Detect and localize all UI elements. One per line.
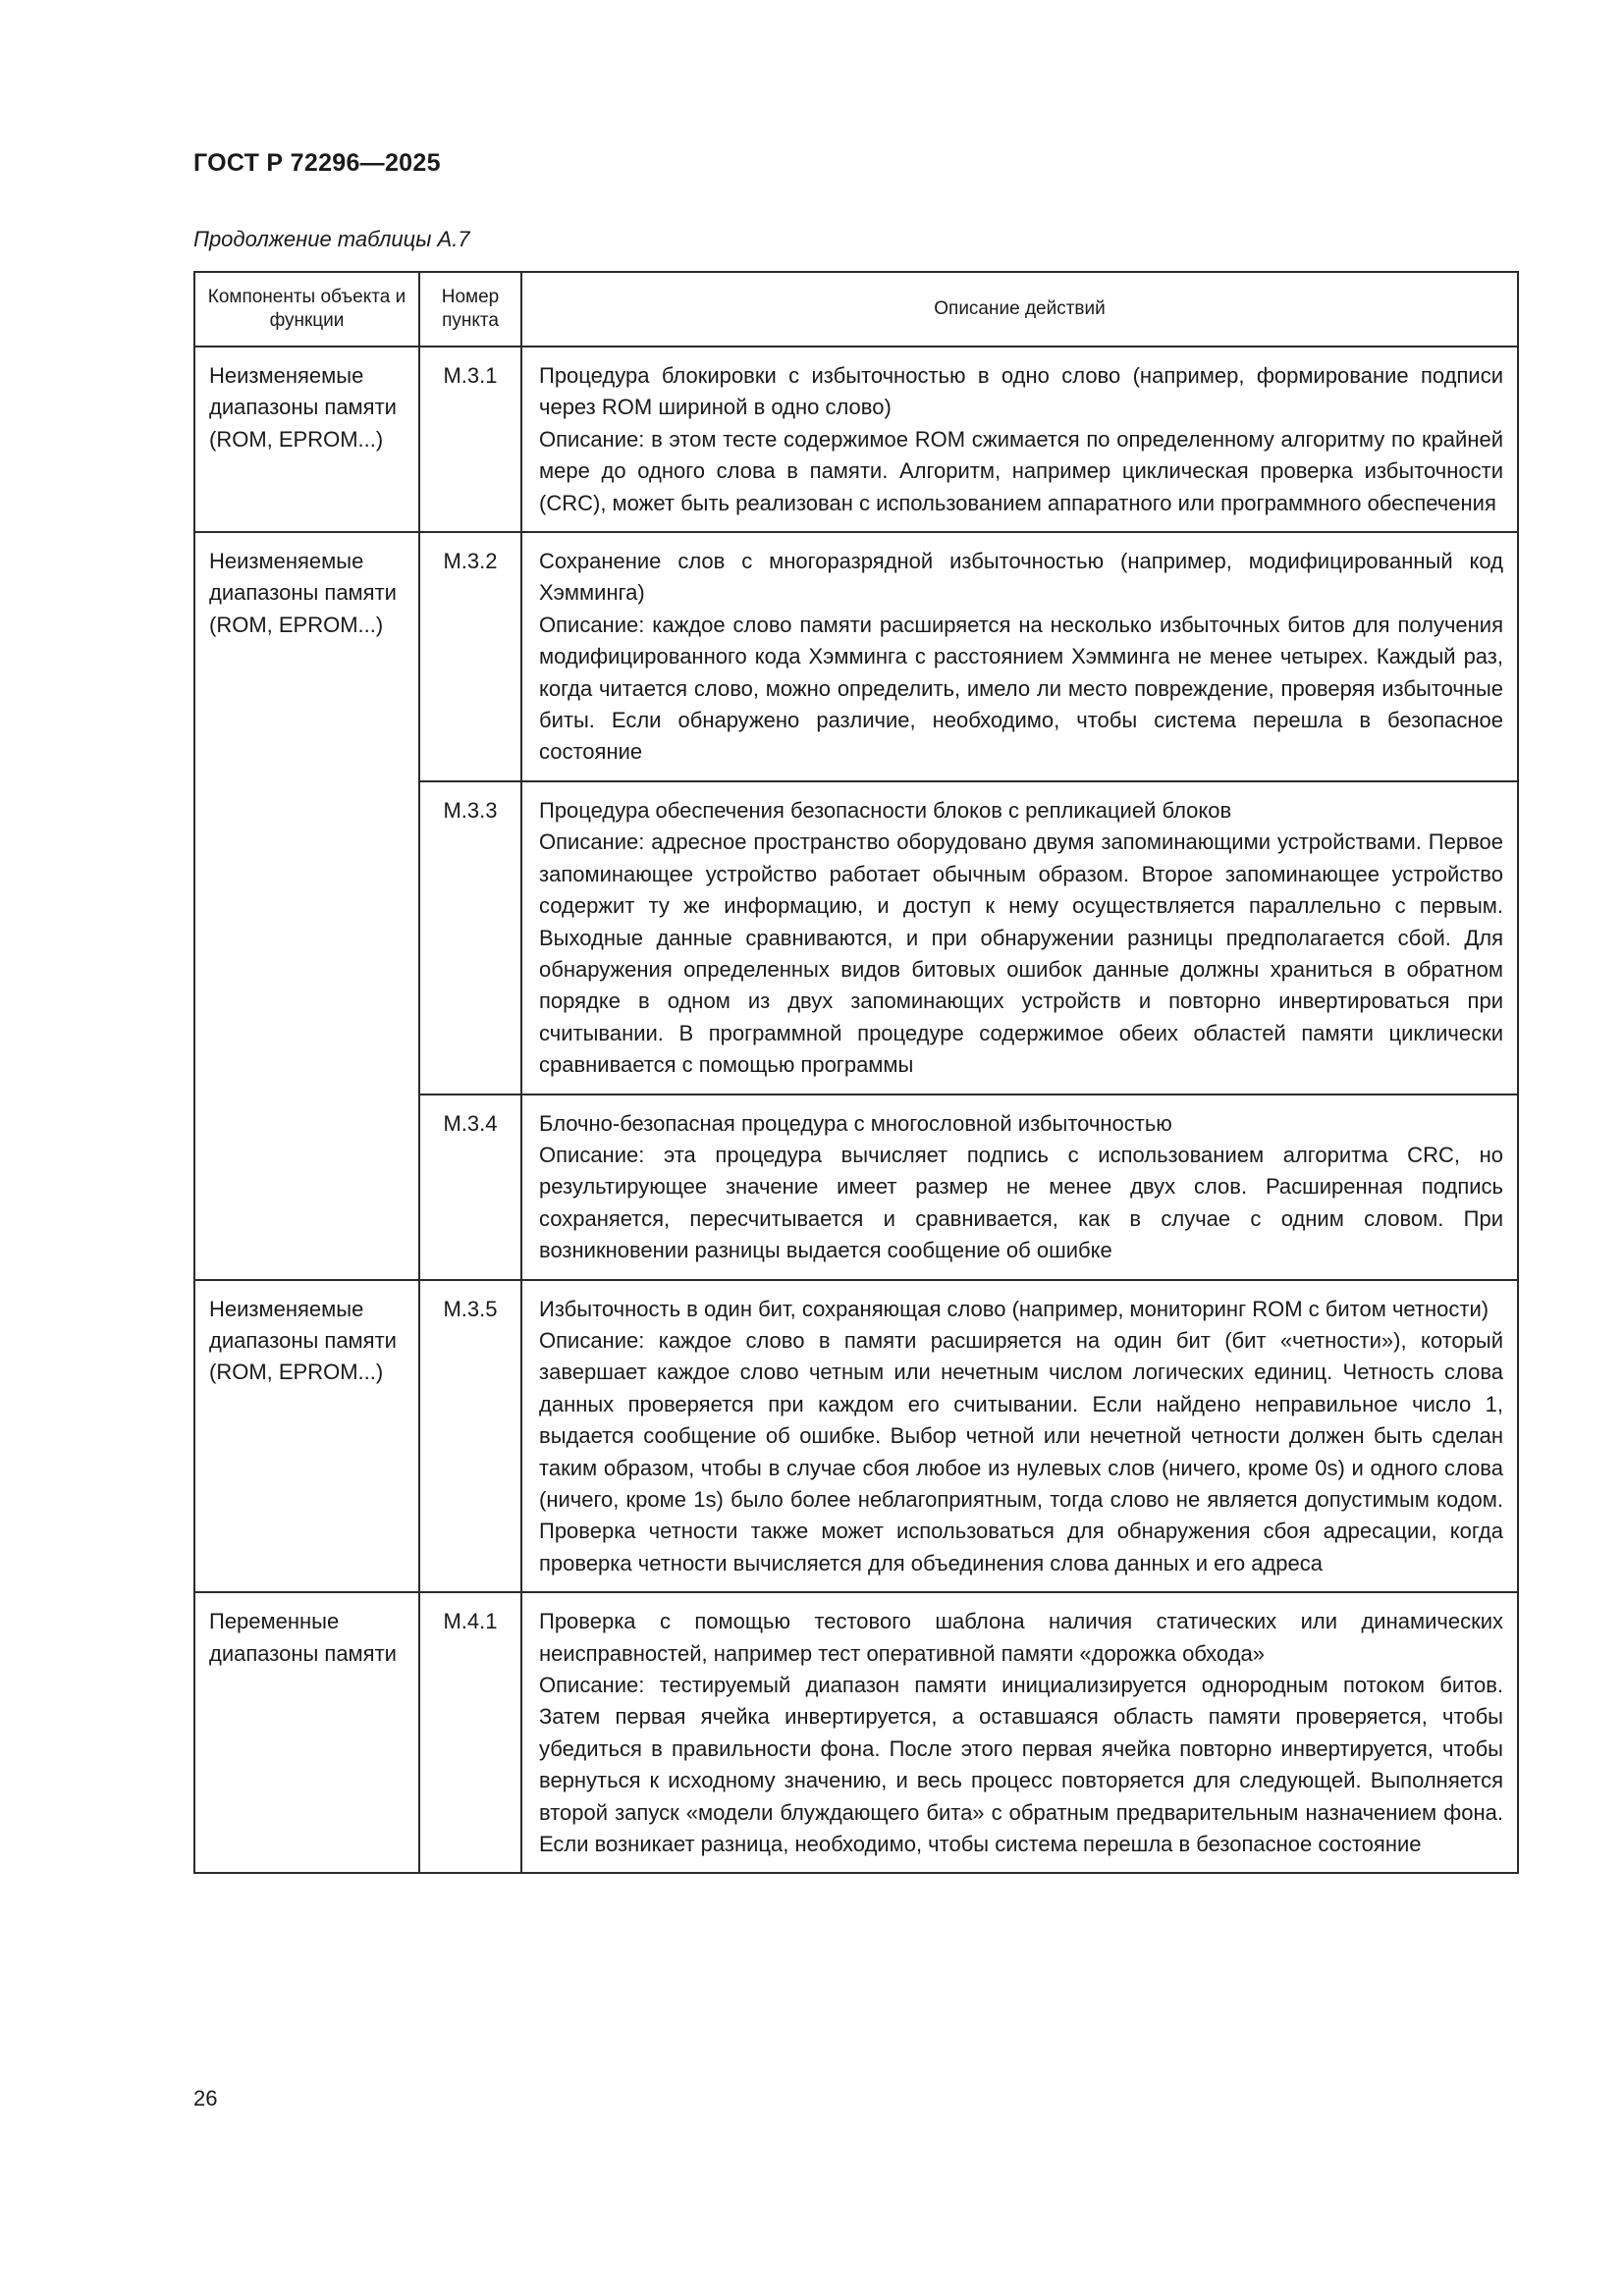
procedure-title: Сохранение слов с многоразрядной избыточностью (например, модифицированный код Хэмминга) — [539, 549, 1503, 606]
table-row — [194, 347, 1518, 532]
procedure-title: Избыточность в один бит, сохраняющая слово (например, мониторинг ROM с битом четности) — [539, 1296, 1489, 1321]
item-number: М.3.4 — [419, 1095, 521, 1280]
description-cell — [521, 1280, 1518, 1593]
table-row — [194, 1592, 1518, 1873]
procedure-title: Процедура обеспечения безопасности блоков с репликацией блоков — [539, 797, 1232, 823]
procedure-description: Описание: каждое слово памяти расширяется на несколько избыточных битов для получения модифицированного кода Хэмминга с расстоянием Хэмминга не менее четырех. Каждый раз, когда читается слово, можно определить, имело ли место повреждение, проверяя избыточные биты. Если обнаружено различие, необходимо, чтобы система перешла в безопасное состояние — [539, 612, 1503, 765]
document-header: ГОСТ Р 72296—2025 — [193, 149, 441, 177]
procedure-description: Описание: каждое слово в памяти расширяется на один бит (бит «четности»), который завершает каждое слово четным или нечетным числом логических единиц. Четность слова данных проверяется при каждом его считывании. Если найдено неправильное число 1, выдается сообщение об ошибке. Выбор четной или нечетной четности должен быть сделан таким образом, чтобы в случае сбоя любое из нулевых слов (ничего, кроме 0s) и одного слова (ничего, кроме 1s) было более неблагоприятным, тогда слово не является допустимым кодом. Проверка четности также может использоваться для обнаружения сбоя адресации, когда проверка четности вычисляется для объединения слова данных и его адреса — [539, 1327, 1503, 1575]
component-cell: Переменные диапазоны памяти — [194, 1592, 419, 1873]
actions-table — [193, 271, 1519, 1874]
procedure-description: Описание: адресное пространство оборудовано двумя запоминающими устройствами. Первое запоминающее устройство работает обычным образом. Второе запоминающее устройство содержит ту же информацию, и доступ к нему осуществляется параллельно с первым. Выходные данные сравниваются, и при обнаружении разницы предполагается сбой. Для обнаружения определенных видов битовых ошибок данные должны храниться в обратном порядке в одном из двух запоминающих устройств и повторно инвертироваться при считывании. В программной процедуре содержимое обеих областей памяти циклически сравнивается с помощью программы — [539, 829, 1503, 1078]
column-header-description: Описание действий — [521, 272, 1518, 347]
table-caption: Продолжение таблицы А.7 — [193, 227, 470, 251]
description-cell — [521, 532, 1518, 781]
description-cell — [521, 347, 1518, 532]
procedure-description: Описание: в этом тесте содержимое ROM сжимается по определенному алгоритму по крайней мере до одного слова в памяти. Алгоритм, например циклическая проверка избыточности (CRC), может быть реализован с использованием аппаратного или программного обеспечения — [539, 426, 1503, 515]
table-header-row — [194, 272, 1518, 347]
column-header-number: Номер пункта — [419, 272, 521, 347]
table-row — [194, 532, 1518, 781]
procedure-description: Описание: эта процедура вычисляет подпись с использованием алгоритма CRC, но результирующее значение имеет размер не менее двух слов. Расширенная подпись сохраняется, пересчитывается и сравнивается, как в случае с одним словом. При возникновении разницы выдается сообщение об ошибке — [539, 1142, 1503, 1263]
item-number: М.3.1 — [419, 347, 521, 532]
item-number: М.3.2 — [419, 532, 521, 781]
component-cell: Неизменяемые диапазоны памяти (ROM, EPROM...) — [194, 347, 419, 532]
component-cell: Неизменяемые диапазоны памяти (ROM, EPROM...) — [194, 532, 419, 1280]
description-cell — [521, 781, 1518, 1095]
procedure-title: Блочно-безопасная процедура с многословной избыточностью — [539, 1110, 1172, 1136]
item-number: М.3.3 — [419, 781, 521, 1095]
description-cell — [521, 1592, 1518, 1873]
column-header-components: Компоненты объекта и функции — [194, 272, 419, 347]
component-cell: Неизменяемые диапазоны памяти (ROM, EPROM...) — [194, 1280, 419, 1593]
page-number: 26 — [193, 2086, 218, 2110]
procedure-title: Процедура блокировки с избыточностью в одно слово (например, формирование подписи через ROM шириной в одно слово) — [539, 363, 1503, 420]
item-number: М.3.5 — [419, 1280, 521, 1593]
procedure-title: Проверка с помощью тестового шаблона наличия статических или динамических неисправностей, например тест оперативной памяти «дорожка обхода» — [539, 1609, 1503, 1666]
item-number: М.4.1 — [419, 1592, 521, 1873]
description-cell — [521, 1095, 1518, 1280]
procedure-description: Описание: тестируемый диапазон памяти инициализируется однородным потоком битов. Затем первая ячейка инвертируется, а оставшаяся область памяти проверяется, чтобы убедиться в правильности фона. После этого первая ячейка повторно инвертируется, чтобы вернуться к исходному значению, и весь процесс повторяется для следующей. Выполняется второй запуск «модели блуждающего бита» с обратным предварительным назначением фона. Если возникает разница, необходимо, чтобы система перешла в безопасное состояние — [539, 1673, 1503, 1857]
table-row — [194, 1280, 1518, 1593]
